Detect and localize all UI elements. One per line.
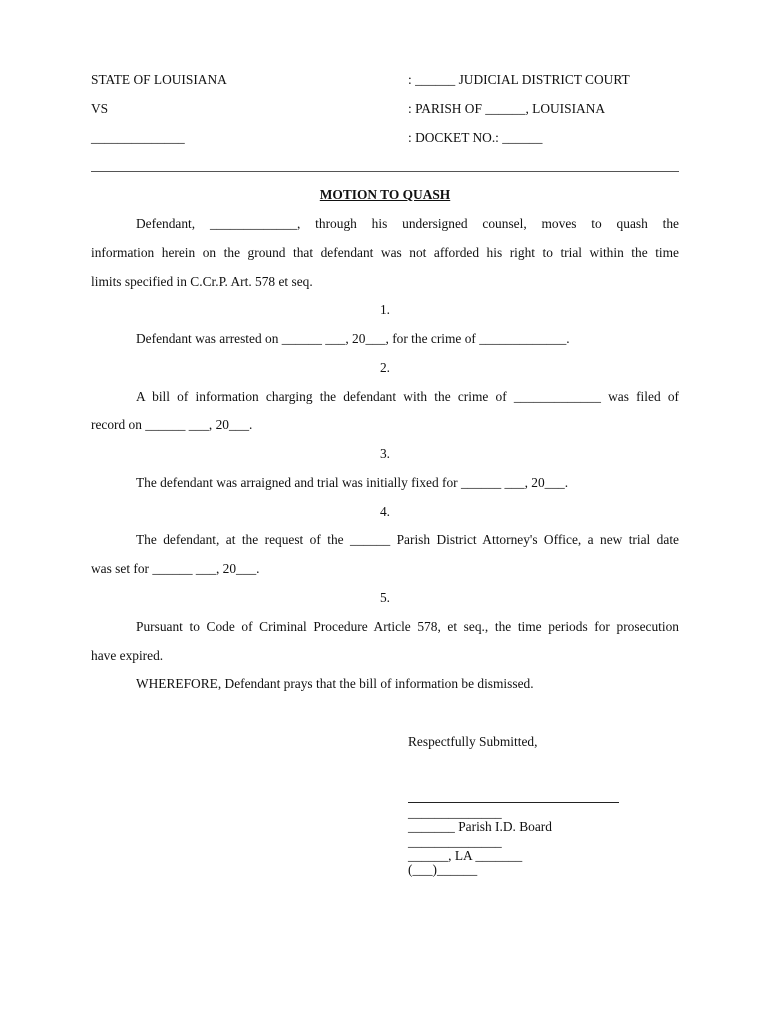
paragraph-3-text: The defendant was arraigned and trial was initially fixed for ______ ___, 20___.	[136, 475, 569, 490]
caption-divider	[91, 171, 679, 172]
paragraph-4-line-2: was set for ______ ___, 20___.	[91, 561, 260, 576]
caption-docket: : DOCKET NO.: ______	[408, 130, 543, 145]
signature-address-blank: ______________	[408, 834, 502, 849]
intro-line-1: Defendant, _____________, through his undersigned counsel, moves to quash the	[136, 216, 679, 231]
caption-defendant-blank: ______________	[91, 130, 185, 145]
wherefore-clause: WHEREFORE, Defendant prays that the bill of information be dismissed.	[136, 676, 534, 691]
intro-line-2: information herein on the ground that defendant was not afforded his right to trial within the time	[91, 245, 679, 260]
signature-attorney-blank: ______________	[408, 805, 502, 820]
intro-line-3: limits specified in C.Cr.P. Art. 578 et seq.	[91, 274, 313, 289]
caption-state: STATE OF LOUISIANA	[91, 72, 227, 87]
caption-court: : ______ JUDICIAL DISTRICT COURT	[408, 72, 630, 87]
document-title: MOTION TO QUASH	[319, 187, 451, 202]
paragraph-1-text: Defendant was arrested on ______ ___, 20___, for the crime of _____________.	[136, 331, 570, 346]
paragraph-number: 2.	[379, 360, 391, 375]
paragraph-5-line-2: have expired.	[91, 648, 164, 663]
paragraph-number: 1.	[379, 302, 391, 317]
paragraph-5-line-1: Pursuant to Code of Criminal Procedure Article 578, et seq., the time periods for prosecution	[136, 619, 679, 634]
signature-organization: _______ Parish I.D. Board	[408, 819, 552, 834]
signature-city-state: ______, LA _______	[408, 848, 523, 863]
paragraph-number: 5.	[379, 590, 391, 605]
caption-vs: VS	[91, 101, 109, 116]
paragraph-2-line-1: A bill of information charging the defendant with the crime of _____________ was filed of	[136, 389, 679, 404]
signature-line	[408, 802, 619, 803]
signature-phone: (___)______	[408, 862, 478, 877]
paragraph-4-line-1: The defendant, at the request of the ______ Parish District Attorney's Office, a new trial date	[136, 532, 679, 547]
paragraph-number: 4.	[379, 504, 391, 519]
paragraph-2-line-2: record on ______ ___, 20___.	[91, 417, 253, 432]
closing-text: Respectfully Submitted,	[408, 734, 538, 749]
caption-parish: : PARISH OF ______, LOUISIANA	[408, 101, 606, 116]
paragraph-number: 3.	[379, 446, 391, 461]
